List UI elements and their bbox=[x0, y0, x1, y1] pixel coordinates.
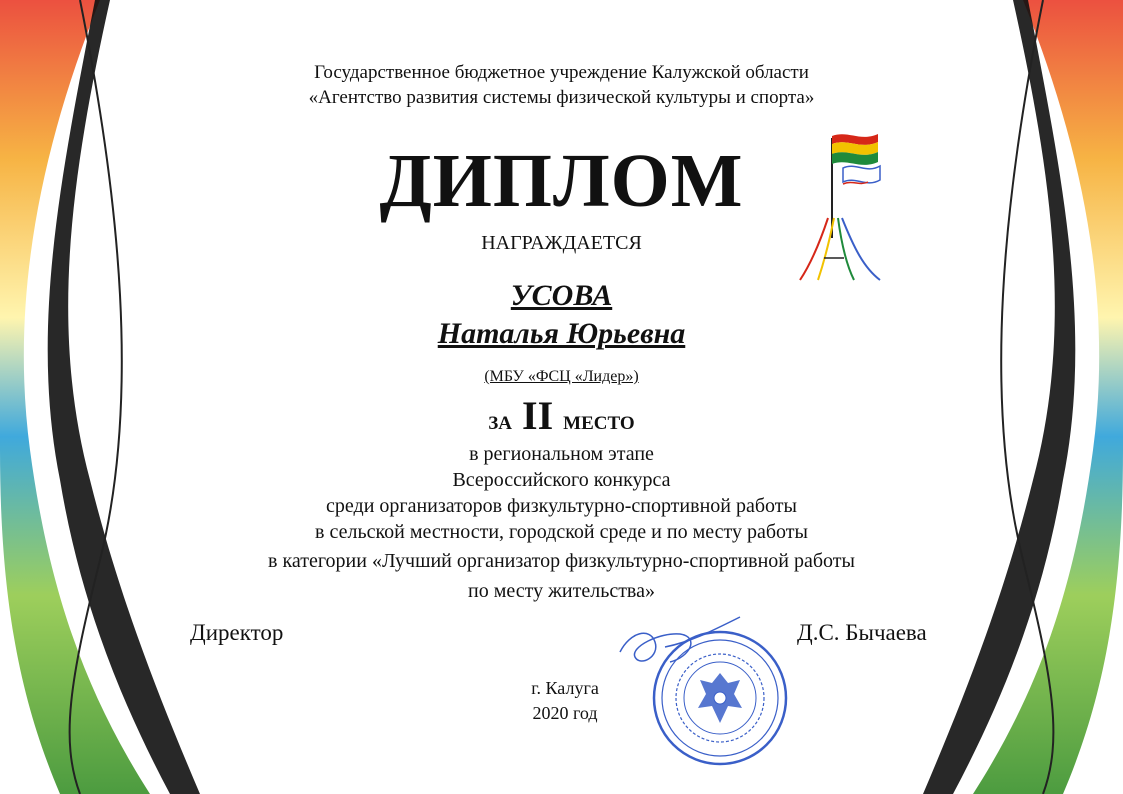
recipient-given-names: Наталья Юрьевна bbox=[437, 317, 686, 350]
official-stamp-icon bbox=[650, 628, 790, 768]
description-line: в региональном этапе bbox=[469, 443, 654, 465]
place-number: II bbox=[522, 393, 554, 438]
place-prefix: ЗА bbox=[488, 413, 513, 434]
description-line: Всероссийского конкурса bbox=[452, 469, 671, 491]
place-suffix: МЕСТО bbox=[563, 413, 635, 434]
organization-line-1: Государственное бюджетное учреждение Калужской области bbox=[314, 62, 809, 83]
awarded-label: НАГРАЖДАЕТСЯ bbox=[481, 232, 642, 254]
year: 2020 год bbox=[532, 703, 598, 723]
director-position: Директор bbox=[190, 620, 284, 645]
organization-line-2: «Агентство развития системы физической культуры и спорта» bbox=[308, 87, 815, 108]
description-line: по месту жительства» bbox=[467, 580, 655, 602]
description-line: в сельской местности, городской среде и по месту работы bbox=[315, 521, 808, 543]
agency-logo-icon bbox=[798, 128, 882, 283]
diploma-title: ДИПЛОМ bbox=[379, 139, 744, 223]
recipient-surname: УСОВА bbox=[510, 279, 613, 312]
description-line: в категории «Лучший организатор физкультурно-спортивной работы bbox=[268, 550, 855, 572]
place-award bbox=[0, 392, 1123, 439]
description-line: среди организаторов физкультурно-спортивной работы bbox=[326, 495, 797, 517]
recipient-organization: (МБУ «ФСЦ «Лидер») bbox=[484, 368, 639, 385]
city: г. Калуга bbox=[531, 678, 599, 698]
signer-name: Д.С. Бычаева bbox=[797, 620, 927, 645]
